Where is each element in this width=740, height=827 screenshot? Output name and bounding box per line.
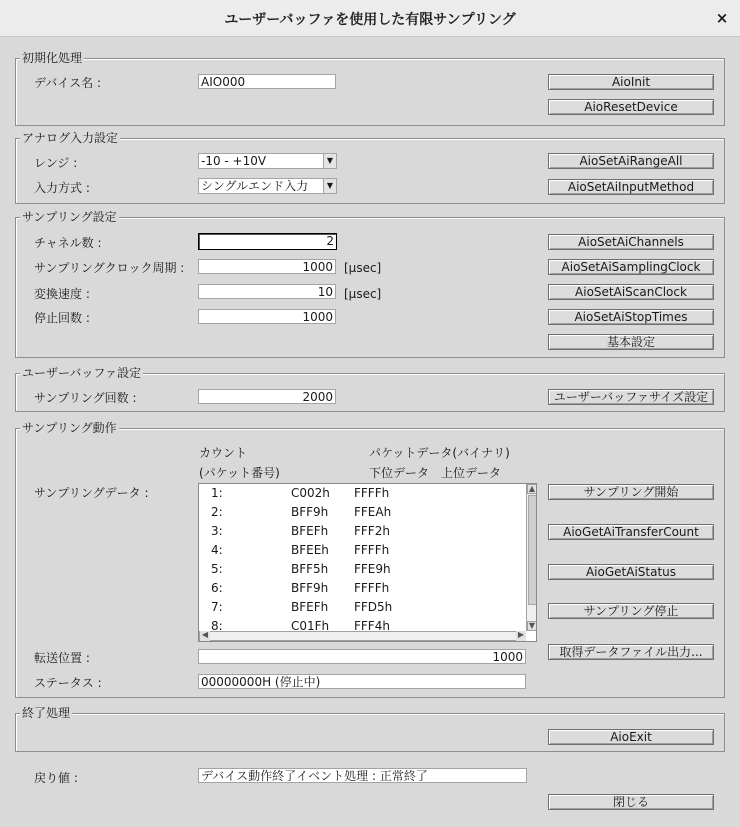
- row-high-data: FFFFh: [354, 581, 390, 595]
- row-high-data: FFF4h: [354, 619, 390, 631]
- input-method-label: 入力方式 :: [34, 181, 90, 195]
- row-high-data: FFEAh: [354, 505, 392, 519]
- row-count: 7:: [211, 600, 223, 614]
- aio-exit-button[interactable]: AioExit: [548, 729, 714, 745]
- column-packet-data-header: パケットデータ(バイナリ): [369, 446, 510, 460]
- list-item[interactable]: [199, 503, 526, 522]
- get-status-button[interactable]: AioGetAiStatus: [548, 564, 714, 580]
- clock-field[interactable]: 1000: [198, 259, 336, 274]
- sampling-data-label: サンプリングデータ :: [34, 486, 149, 500]
- row-low-data: BFF9h: [291, 505, 329, 519]
- row-high-data: FFFFh: [354, 486, 390, 500]
- list-item[interactable]: [199, 522, 526, 541]
- operation-group-title: サンプリング動作: [22, 421, 117, 435]
- status-label: ステータス :: [34, 676, 102, 690]
- window-title: ユーザーバッファを使用した有限サンプリング: [224, 12, 516, 28]
- row-count: 4:: [211, 543, 223, 557]
- close-icon[interactable]: ×: [715, 9, 729, 27]
- stop-times-label: 停止回数 :: [34, 311, 90, 325]
- list-item[interactable]: [199, 579, 526, 598]
- return-value-field[interactable]: デバイス動作終了イベント処理 : 正常終了: [198, 768, 527, 783]
- scan-speed-label: 変換速度 :: [34, 287, 90, 301]
- channels-field[interactable]: 2: [198, 233, 337, 250]
- set-range-button[interactable]: AioSetAiRangeAll: [548, 153, 714, 169]
- set-stop-times-button[interactable]: AioSetAiStopTimes: [548, 309, 714, 325]
- sampling-count-field[interactable]: 2000: [198, 389, 336, 404]
- range-select-value: -10 - +10V: [201, 154, 267, 168]
- vertical-scroll-thumb[interactable]: [528, 495, 537, 605]
- clock-label: サンプリングクロック周期 :: [34, 261, 185, 275]
- column-low-data-header: 下位データ: [369, 466, 430, 480]
- user-buffer-group-title: ユーザーバッファ設定: [22, 366, 142, 380]
- list-item[interactable]: [199, 560, 526, 579]
- column-high-data-header: 上位データ: [441, 466, 502, 480]
- row-count: 6:: [211, 581, 223, 595]
- return-value-label: 戻り値 :: [34, 771, 78, 785]
- user-buffer-size-button[interactable]: ユーザーバッファサイズ設定: [548, 389, 714, 405]
- list-item[interactable]: [199, 617, 526, 631]
- horizontal-scrollbar[interactable]: [199, 631, 526, 641]
- status-field[interactable]: 00000000H (停止中): [198, 674, 526, 689]
- chevron-down-icon[interactable]: ▼: [323, 154, 336, 168]
- row-high-data: FFD5h: [354, 600, 393, 614]
- row-count: 5:: [211, 562, 223, 576]
- transfer-position-field[interactable]: 1000: [198, 649, 526, 664]
- row-low-data: C002h: [291, 486, 330, 500]
- set-sampling-clock-button[interactable]: AioSetAiSamplingClock: [548, 259, 714, 275]
- scroll-up-icon[interactable]: ▲: [528, 484, 536, 493]
- set-scan-clock-button[interactable]: AioSetAiScanClock: [548, 284, 714, 300]
- input-method-select[interactable]: [198, 178, 337, 194]
- sampling-data-list[interactable]: [198, 483, 537, 642]
- set-input-method-button[interactable]: AioSetAiInputMethod: [548, 179, 714, 195]
- basic-settings-button[interactable]: 基本設定: [548, 334, 714, 350]
- row-high-data: FFF2h: [354, 524, 390, 538]
- row-low-data: C01Fh: [291, 619, 330, 631]
- row-count: 8:: [211, 619, 223, 631]
- stop-times-field[interactable]: 1000: [198, 309, 336, 324]
- list-item[interactable]: [199, 484, 526, 503]
- exit-group-title: 終了処理: [22, 706, 71, 720]
- init-group-title: 初期化処理: [22, 51, 83, 65]
- init-group: [15, 58, 725, 126]
- row-low-data: BFEFh: [291, 600, 329, 614]
- row-high-data: FFE9h: [354, 562, 391, 576]
- set-channels-button[interactable]: AioSetAiChannels: [548, 234, 714, 250]
- analog-group-title: アナログ入力設定: [22, 131, 119, 145]
- row-count: 2:: [211, 505, 223, 519]
- start-sampling-button[interactable]: サンプリング開始: [548, 484, 714, 500]
- aio-reset-device-button[interactable]: AioResetDevice: [548, 99, 714, 115]
- close-button[interactable]: 閉じる: [548, 794, 714, 810]
- row-low-data: BFF5h: [291, 562, 329, 576]
- channels-label: チャネル数 :: [34, 236, 102, 250]
- list-item[interactable]: [199, 598, 526, 617]
- range-label: レンジ :: [34, 156, 78, 170]
- vertical-scrollbar[interactable]: [526, 484, 537, 631]
- get-transfer-count-button[interactable]: AioGetAiTransferCount: [548, 524, 714, 540]
- device-name-field[interactable]: AIO000: [198, 74, 336, 89]
- sampling-count-label: サンプリング回数 :: [34, 391, 137, 405]
- scroll-right-icon[interactable]: ▶: [517, 630, 525, 639]
- row-count: 1:: [211, 486, 223, 500]
- clock-unit: [μsec]: [344, 261, 382, 275]
- sampling-group-title: サンプリング設定: [22, 210, 117, 224]
- scroll-down-icon[interactable]: ▼: [528, 621, 536, 630]
- row-low-data: BFF9h: [291, 581, 329, 595]
- list-item[interactable]: [199, 541, 526, 560]
- row-low-data: BFEFh: [291, 524, 329, 538]
- input-method-value: シングルエンド入力: [201, 179, 309, 193]
- export-data-button[interactable]: 取得データファイル出力...: [548, 644, 714, 660]
- aio-init-button[interactable]: AioInit: [548, 74, 714, 90]
- column-count-header: カウント: [199, 446, 248, 460]
- column-packet-number-header: (パケット番号): [199, 466, 280, 480]
- sampling-data-rows: [199, 484, 526, 631]
- row-low-data: BFEEh: [291, 543, 329, 557]
- scan-speed-field[interactable]: 10: [198, 284, 336, 299]
- chevron-down-icon[interactable]: ▼: [323, 179, 336, 193]
- stop-sampling-button[interactable]: サンプリング停止: [548, 603, 714, 619]
- device-name-label: デバイス名 :: [34, 76, 102, 90]
- scroll-left-icon[interactable]: ◀: [201, 630, 209, 639]
- row-high-data: FFFFh: [354, 543, 390, 557]
- transfer-position-label: 転送位置 :: [34, 651, 90, 665]
- range-select[interactable]: [198, 153, 337, 169]
- row-count: 3:: [211, 524, 223, 538]
- scan-unit: [μsec]: [344, 287, 382, 301]
